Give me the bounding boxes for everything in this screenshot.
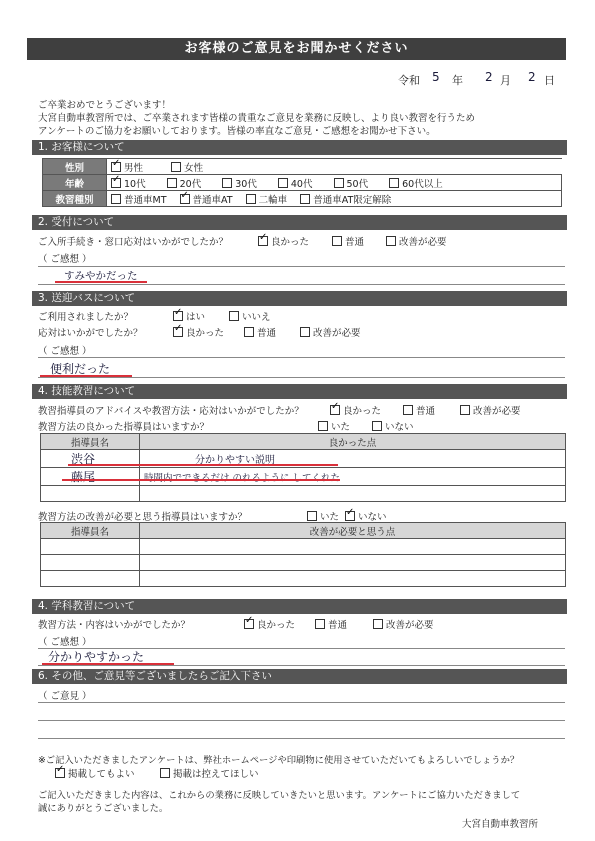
atcancel-checkbox[interactable] [300,194,310,204]
bus-service-question: 応対はいかがでしたか？ [38,328,143,339]
reception-good-label: 良かった [271,237,310,248]
lecture-improve-checkbox[interactable] [373,619,383,629]
lecture-normal-label: 普通 [328,620,348,631]
skill-good-checkbox[interactable] [330,405,340,415]
age30-label: 30代 [235,178,257,190]
male-checkbox[interactable] [111,162,121,172]
bad-instructor-no-checkbox[interactable] [345,511,355,521]
instructor-point[interactable]: 分かりやすい説明 [140,450,566,468]
age40-label: 40代 [290,178,313,190]
female-checkbox[interactable] [171,162,181,172]
lecture-improve-label: 改善が必要 [386,620,434,631]
reception-normal-checkbox[interactable] [332,236,342,246]
reception-improve-checkbox[interactable] [386,236,396,246]
lecture-impression-label: （ ご感想 ） [38,637,92,648]
instructor-underline-2 [62,479,340,481]
empty-cell[interactable] [140,555,566,571]
table-row [41,555,566,571]
skill-improve-checkbox[interactable] [460,405,470,415]
age60-checkbox[interactable] [389,178,399,188]
skill-question: 教習指導員のアドバイスや教習方法・応対はいかがでしたか？ [38,406,304,417]
consent-ok-checkbox[interactable] [55,768,65,778]
opinion-line-3[interactable] [38,738,565,739]
bus-improve-checkbox[interactable] [300,327,310,337]
bus-improve-label: 改善が必要 [313,328,361,339]
skill-normal-checkbox[interactable] [403,405,413,415]
lecture-impression[interactable]: 分かりやすかった [48,650,145,664]
thanks-line-1: ご記入いただきました内容は、これからの業務に反映していきたいと思います。アンケートにご協力いただきまして [38,790,521,801]
bike-label: 二輪車 [258,194,288,206]
bad-instructor-yes-checkbox[interactable] [307,511,317,521]
consent-ok-label: 掲載してもよい [68,769,135,780]
course-label: 教習種別 [43,191,107,207]
date-day[interactable]: 2 [528,70,536,84]
section-5-header: 4. 学科教習について [32,599,567,614]
date-month-unit: 月 [500,74,511,87]
reception-good-checkbox[interactable] [258,236,268,246]
good-instructor-question: 教習方法の良かった指導員はいますか？ [38,422,210,433]
reception-normal-label: 普通 [345,237,365,248]
mt-checkbox[interactable] [111,194,121,204]
gender-label: 性別 [43,159,107,175]
date-year-unit: 年 [452,74,463,87]
table-row [41,539,566,555]
mt-label: 普通車MT [124,194,167,206]
instructor-point[interactable]: 時間内でできるだけ のれるように してくれた [140,468,566,486]
bad-instructor-no-label: いない [358,512,387,523]
atcancel-label: 普通車AT限定解除 [313,194,392,206]
section-6-header: 6. その他、ご意見等ございましたらご記入下さい [32,669,567,684]
reception-improve-label: 改善が必要 [399,237,447,248]
age30-checkbox[interactable] [222,178,232,188]
bus-normal-checkbox[interactable] [244,327,254,337]
lecture-line-2 [38,665,565,666]
reception-line-2 [38,284,565,285]
age50-checkbox[interactable] [334,178,344,188]
bus-use-question: ご利用されましたか？ [38,312,134,323]
instructor-underline-1 [68,464,338,466]
age10-checkbox[interactable] [111,178,121,188]
section-4-header: 4. 技能教習について [32,384,567,399]
reception-line-1 [38,266,565,267]
intro-line-1: ご卒業おめでとうございます！ [38,100,172,111]
bus-impression-label: （ ご感想 ） [38,346,92,357]
bus-good-checkbox[interactable] [173,327,183,337]
at-checkbox[interactable] [180,194,190,204]
bad-instructor-table [40,522,566,587]
empty-cell[interactable] [41,486,140,502]
intro-line-2: 大宮自動車教習所では、ご卒業されます皆様の貴重なご意見を業務に反映し、より良い教習を行うため [38,113,476,124]
age40-checkbox[interactable] [278,178,288,188]
col-instructor: 指導員名 [41,434,140,450]
good-instructor-no-label: いない [385,422,414,433]
empty-cell[interactable] [140,539,566,555]
age20-checkbox[interactable] [167,178,177,188]
reception-question: ご入所手続き・窓口応対はいかがでしたか？ [38,237,229,248]
empty-cell[interactable] [140,486,566,502]
thanks-line-2: 誠にありがとうございました。 [38,803,169,814]
organization-name: 大宮自動車教習所 [462,819,539,830]
age60-label: 60代以上 [402,178,443,190]
skill-normal-label: 普通 [416,406,436,417]
male-label: 男性 [124,162,144,174]
lecture-good-checkbox[interactable] [244,619,254,629]
female-label: 女性 [184,162,204,174]
age-label: 年齢 [43,175,107,191]
bus-line-1 [38,357,565,358]
lecture-normal-checkbox[interactable] [315,619,325,629]
good-instructor-no-checkbox[interactable] [372,421,382,431]
empty-cell[interactable] [140,571,566,587]
col-instructor-2: 指導員名 [41,523,140,539]
bike-checkbox[interactable] [246,194,256,204]
date-era: 令和 [398,74,420,87]
customer-info-table [42,158,562,207]
reception-impression-label: （ ご感想 ） [38,254,92,265]
table-row [41,571,566,587]
date-month[interactable]: 2 [485,70,493,84]
date-year[interactable]: 5 [432,70,440,84]
bus-no-checkbox[interactable] [229,311,239,321]
age10-label: 10代 [124,178,146,190]
table-row [41,468,566,486]
consent-ng-label: 掲載は控えてほしい [173,769,259,780]
lecture-good-label: 良かった [257,620,296,631]
bus-line-2 [38,377,565,378]
age20-label: 20代 [179,178,202,190]
at-label: 普通車AT [192,194,233,206]
age50-label: 50代 [346,178,369,190]
date-day-unit: 日 [544,74,555,87]
empty-cell[interactable] [41,571,140,587]
good-instructor-table [40,433,566,502]
bus-no-label: いいえ [242,312,271,323]
section-3-header: 3. 送迎バスについて [32,291,567,306]
page-title: お客様のご意見をお聞かせください [27,38,566,60]
empty-cell[interactable] [41,539,140,555]
bus-impression[interactable]: 便利だった [50,362,111,376]
bus-yes-checkbox[interactable] [173,311,183,321]
opinion-line-1[interactable] [38,702,565,703]
reception-underline [55,281,147,283]
consent-ng-checkbox[interactable] [160,768,170,778]
section-2-header: 2. 受付について [32,215,567,230]
skill-good-label: 良かった [343,406,382,417]
empty-cell[interactable] [41,555,140,571]
table-row [41,486,566,502]
bus-normal-label: 普通 [257,328,277,339]
instructor-name[interactable]: 藤尾 [41,468,140,486]
good-instructor-yes-label: いた [331,422,351,433]
reception-impression[interactable]: すみやかだった [64,270,138,282]
instructor-name[interactable]: 渋谷 [41,450,140,468]
col-improve-points: 改善が必要と思う点 [140,523,566,539]
good-instructor-yes-checkbox[interactable] [318,421,328,431]
bus-good-label: 良かった [186,328,225,339]
consent-question: ※ご記入いただきましたアンケートは、弊社ホームページや印刷物に使用させていただいてもよろしいでしょうか？ [38,755,520,766]
bus-yes-label: はい [186,312,206,323]
opinion-line-2[interactable] [38,720,565,721]
lecture-question: 教習方法・内容はいかがでしたか？ [38,620,191,631]
bad-instructor-question: 教習方法の改善が必要と思う指導員はいますか？ [38,512,248,523]
section-1-header: 1. お客様について [32,140,567,155]
opinion-label: （ ご意見 ） [38,691,92,702]
intro-line-3: アンケートのご協力をお願いしております。皆様の率直なご意見・ご感想をお聞かせ下さい。 [38,126,436,137]
col-good-points: 良かった点 [140,434,566,450]
bad-instructor-yes-label: いた [320,512,340,523]
skill-improve-label: 改善が必要 [473,406,521,417]
